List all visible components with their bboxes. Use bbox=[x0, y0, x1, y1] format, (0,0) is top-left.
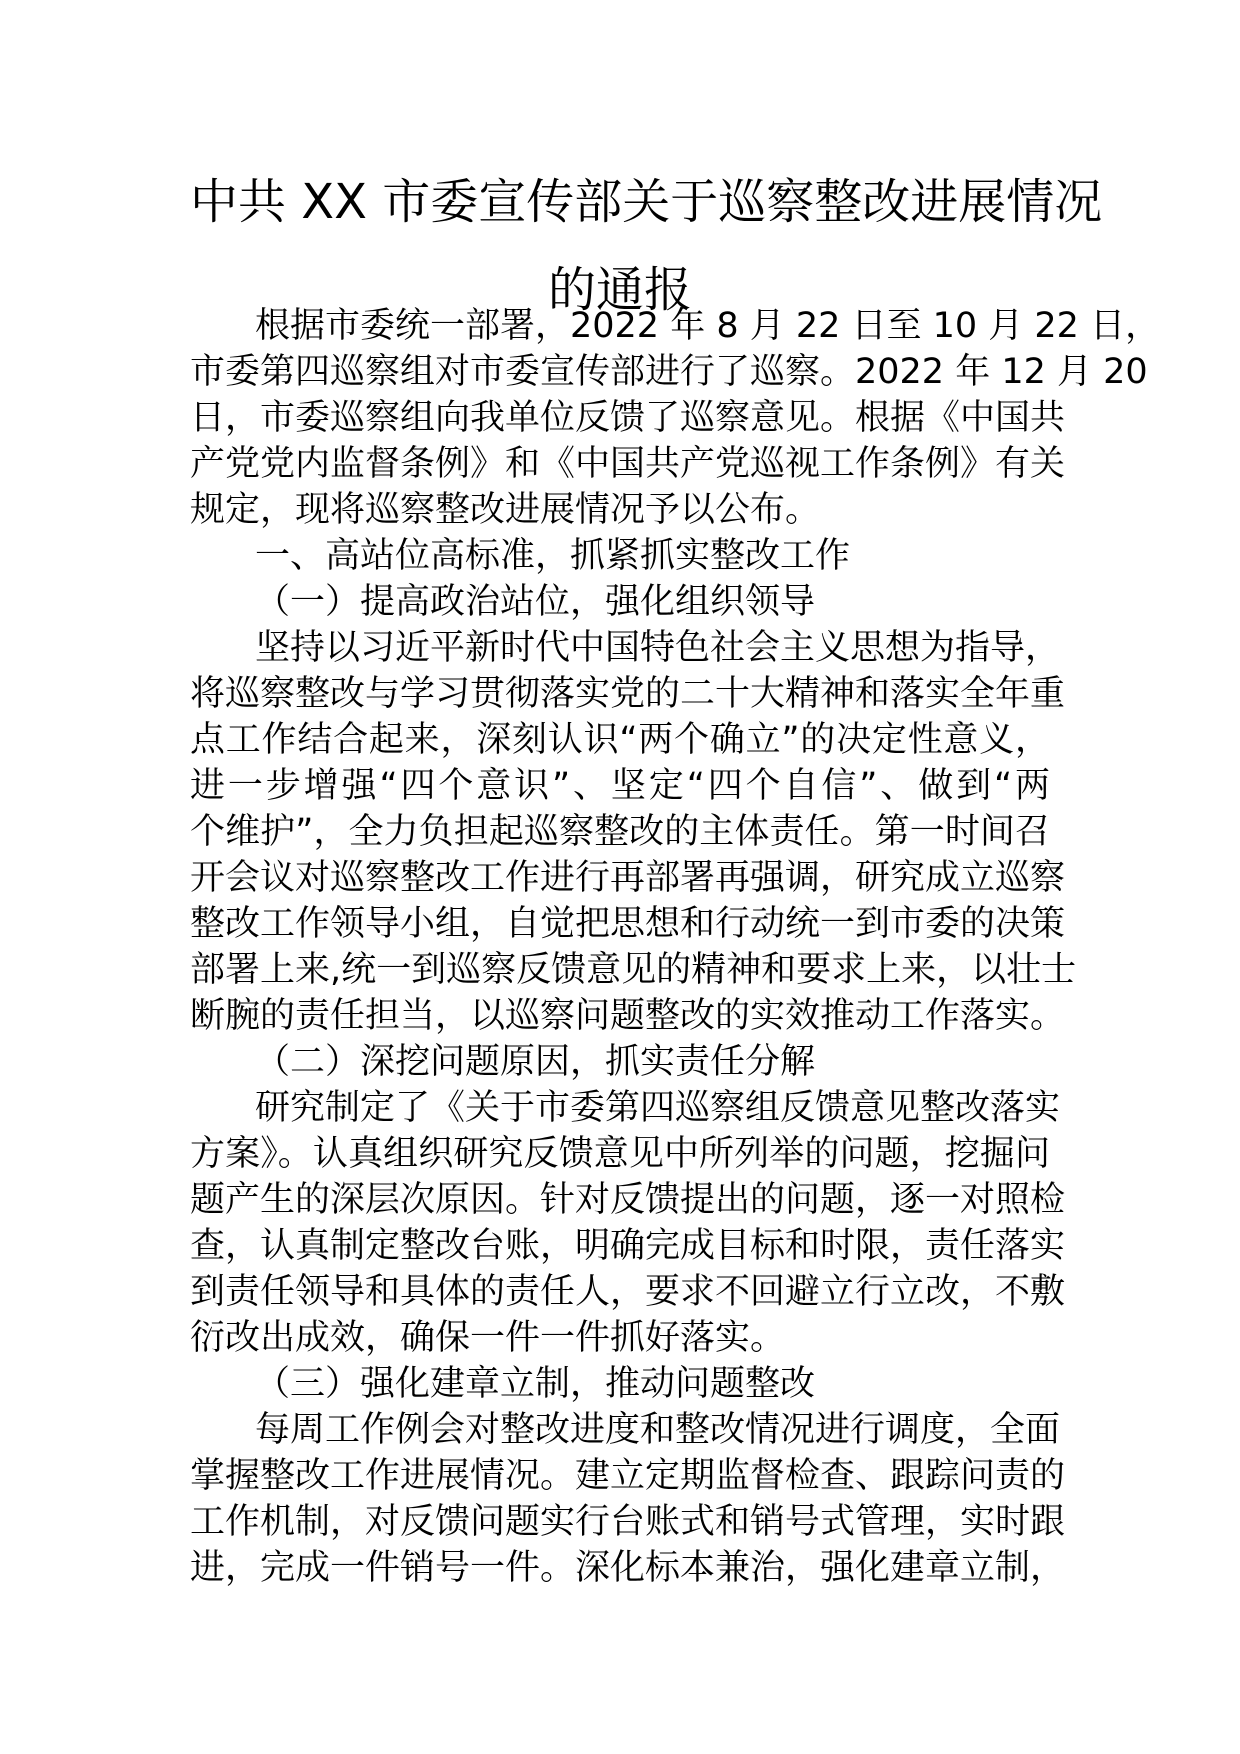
document-title-line-2: 的通报 bbox=[547, 262, 692, 318]
body-text-line: 根据市委统一部署，2022 年 8 月 22 日至 10 月 22 日， bbox=[255, 306, 1161, 346]
body-text-line: 点工作结合起来，深刻认识“两个确立”的决定性意义， bbox=[190, 720, 1050, 760]
body-text-line: 到责任领导和具体的责任人，要求不回避立行立改，不敷 bbox=[190, 1272, 1066, 1312]
body-text-line: 将巡察整改与学习贯彻落实党的二十大精神和落实全年重 bbox=[190, 674, 1066, 714]
body-text-line: 进一步增强“四个意识”、坚定“四个自信”、做到“两 bbox=[190, 766, 1050, 806]
document-title-line-1: 中共 XX 市委宣传部关于巡察整改进展情况 bbox=[190, 174, 1103, 230]
body-text-line: 衍改出成效，确保一件一件抓好落实。 bbox=[190, 1318, 786, 1358]
body-text-line: 每周工作例会对整改进度和整改情况进行调度，全面 bbox=[255, 1410, 1061, 1450]
body-text-line: 部署上来,统一到巡察反馈意见的精神和要求上来，以壮士 bbox=[190, 950, 1077, 990]
body-text-line: 市委第四巡察组对市委宣传部进行了巡察。2022 年 12 月 20 bbox=[190, 352, 1148, 392]
body-text-line: 查，认真制定整改台账，明确完成目标和时限，责任落实 bbox=[190, 1226, 1066, 1266]
body-text-line: 题产生的深层次原因。针对反馈提出的问题，逐一对照检 bbox=[190, 1180, 1066, 1220]
body-text-line: 坚持以习近平新时代中国特色社会主义思想为指导， bbox=[255, 628, 1061, 668]
body-text-line: 掌握整改工作进展情况。建立定期监督检查、跟踪问责的 bbox=[190, 1456, 1066, 1496]
body-text-line: 个维护”，全力负担起巡察整改的主体责任。第一时间召 bbox=[190, 812, 1050, 852]
body-text-line: 规定，现将巡察整改进展情况予以公布。 bbox=[190, 490, 821, 530]
subsection-heading-1: （一）提高政治站位，强化组织领导 bbox=[255, 582, 816, 622]
body-text-line: 断腕的责任担当，以巡察问题整改的实效推动工作落实。 bbox=[190, 996, 1066, 1036]
body-text-line: 工作机制，对反馈问题实行台账式和销号式管理，实时跟 bbox=[190, 1502, 1066, 1542]
body-text-line: 开会议对巡察整改工作进行再部署再强调，研究成立巡察 bbox=[190, 858, 1066, 898]
subsection-heading-2: （二）深挖问题原因，抓实责任分解 bbox=[255, 1042, 816, 1082]
subsection-heading-3: （三）强化建章立制，推动问题整改 bbox=[255, 1364, 816, 1404]
body-text-line: 整改工作领导小组，自觉把思想和行动统一到市委的决策 bbox=[190, 904, 1066, 944]
body-text-line: 研究制定了《关于市委第四巡察组反馈意见整改落实 bbox=[255, 1088, 1061, 1128]
section-heading-1: 一、高站位高标准，抓紧抓实整改工作 bbox=[255, 536, 851, 576]
body-text-line: 日，市委巡察组向我单位反馈了巡察意见。根据《中国共 bbox=[190, 398, 1066, 438]
body-text-line: 进，完成一件销号一件。深化标本兼治，强化建章立制， bbox=[190, 1548, 1066, 1588]
body-text-line: 方案》。认真组织研究反馈意见中所列举的问题，挖掘问 bbox=[190, 1134, 1050, 1174]
body-text-line: 产党党内监督条例》和《中国共产党巡视工作条例》有关 bbox=[190, 444, 1066, 484]
